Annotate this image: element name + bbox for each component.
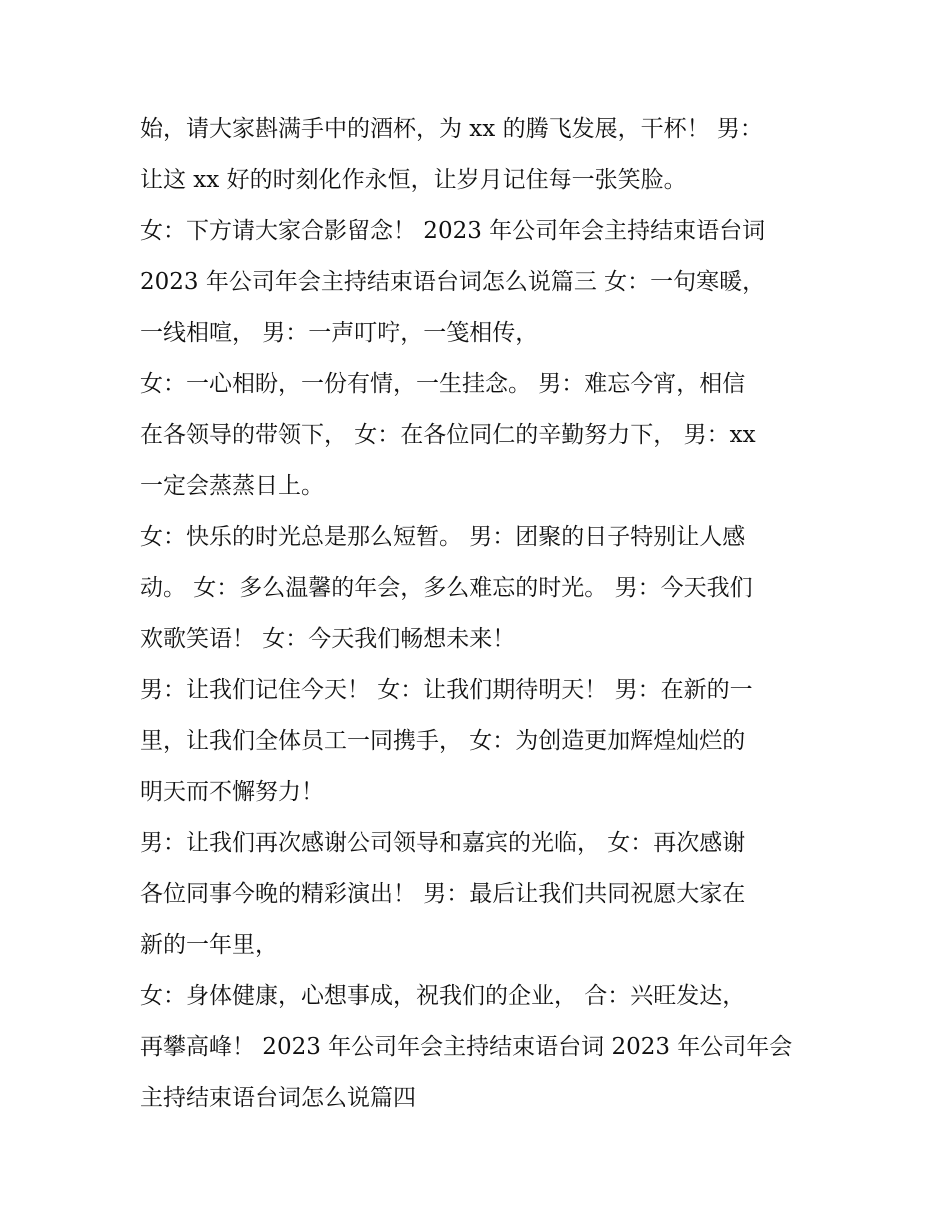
- text-line: 在各领导的带领下， 女：在各位同仁的辛勤努力下， 男：xx: [140, 422, 756, 448]
- text-line: 里，让我们全体员工一同携手， 女：为创造更加辉煌灿烂的: [140, 728, 746, 754]
- text-line: 再攀高峰！ 2023 年公司年会主持结束语台词 2023 年公司年会: [140, 1034, 793, 1060]
- paragraph-1: [140, 104, 820, 206]
- text-line: 女：身体健康，心想事成，祝我们的企业， 合：兴旺发达，: [140, 983, 746, 1009]
- text-line: 女：快乐的时光总是那么短暂。 男：团聚的日子特别让人感: [140, 524, 746, 550]
- text-line: 男：让我们再次感谢公司领导和嘉宾的光临， 女：再次感谢: [140, 830, 746, 856]
- text-line: 女：下方请大家合影留念！ 2023 年公司年会主持结束语台词: [140, 218, 766, 244]
- text-line: 明天而不懈努力！: [140, 779, 324, 805]
- paragraph-7: [140, 971, 820, 1124]
- text-line: 始，请大家斟满手中的酒杯，为 xx 的腾飞发展，干杯！ 男：: [140, 116, 763, 142]
- text-line: 男：让我们记住今天！ 女：让我们期待明天！ 男：在新的一: [140, 677, 753, 703]
- text-line: 2023 年公司年会主持结束语台词怎么说篇三 女：一句寒暖，: [140, 269, 766, 295]
- paragraph-3: [140, 359, 820, 512]
- text-line: 主持结束语台词怎么说篇四: [140, 1085, 416, 1111]
- text-line: 让这 xx 好的时刻化作永恒，让岁月记住每一张笑脸。: [140, 167, 687, 193]
- text-line: 新的一年里，: [140, 932, 278, 958]
- text-line: 动。 女：多么温馨的年会，多么难忘的时光。 男：今天我们: [140, 575, 753, 601]
- text-line: 女：一心相盼，一份有情，一生挂念。 男：难忘今宵，相信: [140, 371, 746, 397]
- paragraph-5: [140, 665, 820, 818]
- text-line: 欢歌笑语！ 女：今天我们畅想未来！: [140, 626, 516, 652]
- paragraph-2: [140, 206, 820, 359]
- paragraph-6: [140, 818, 820, 971]
- text-line: 一线相喧， 男：一声叮咛，一笺相传，: [140, 320, 539, 346]
- text-line: 一定会蒸蒸日上。: [140, 473, 324, 499]
- document-body: [140, 104, 820, 1124]
- paragraph-4: [140, 512, 820, 665]
- text-line: 各位同事今晚的精彩演出！ 男：最后让我们共同祝愿大家在: [140, 881, 746, 907]
